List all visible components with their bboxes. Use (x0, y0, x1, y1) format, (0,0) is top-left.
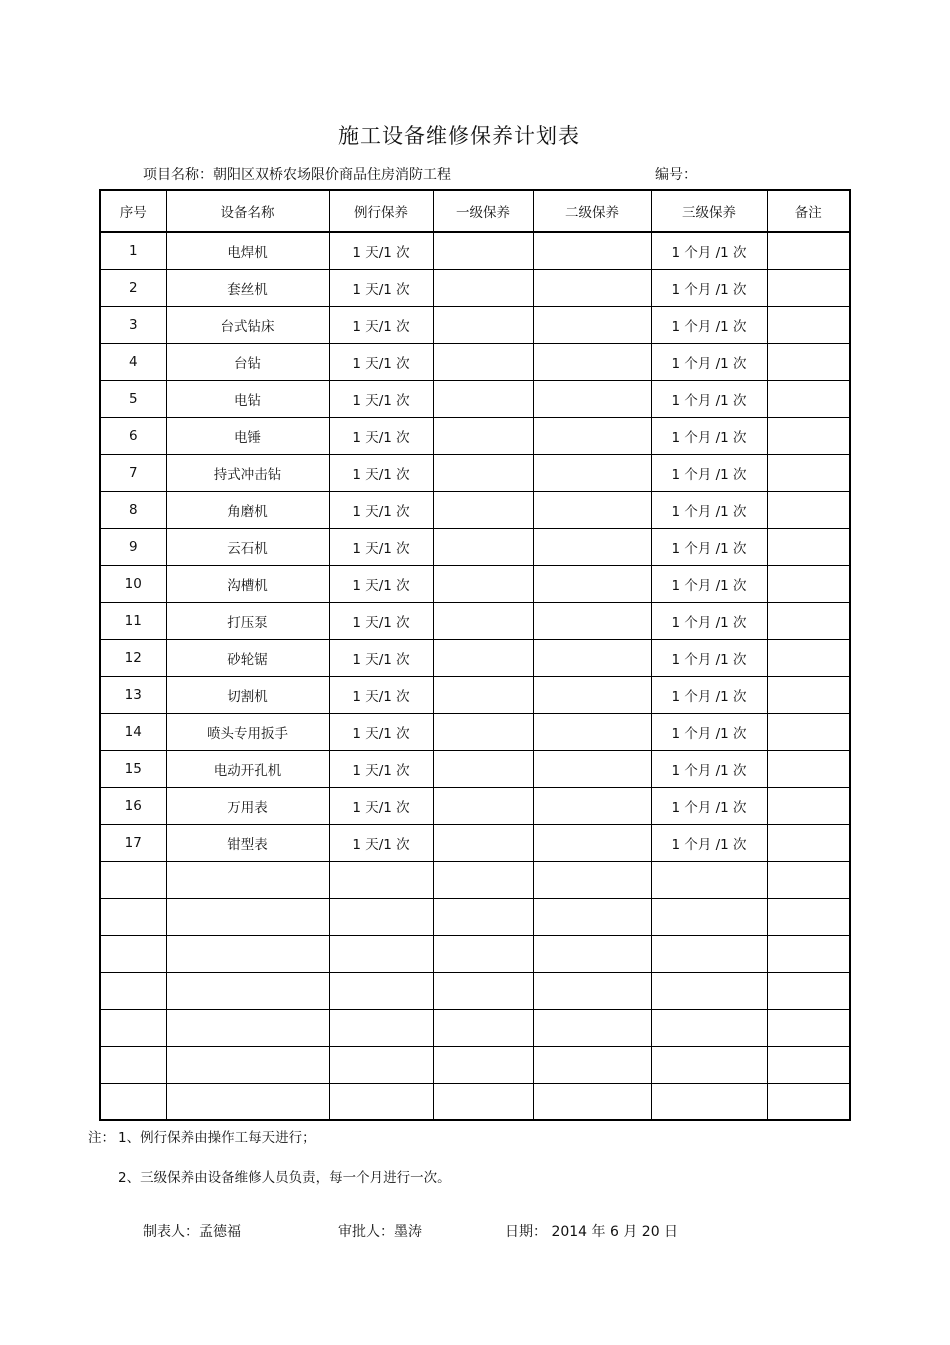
table-body (100, 232, 850, 1120)
cell-serial: 8 (100, 491, 166, 528)
cell-level-1 (433, 898, 533, 935)
cell-routine: 1 天/1 次 (329, 565, 433, 602)
cell-level-1 (433, 861, 533, 898)
cell-level-3: 1 个月 /1 次 (651, 343, 767, 380)
cell-level-1 (433, 454, 533, 491)
table-row (100, 861, 850, 898)
cell-level-1 (433, 639, 533, 676)
table-row (100, 602, 850, 639)
cell-level-1 (433, 1046, 533, 1083)
cell-equipment-name: 云石机 (166, 528, 329, 565)
cell-serial: 6 (100, 417, 166, 454)
document-number-label: 编号： (655, 167, 697, 183)
cell-serial (100, 1009, 166, 1046)
cell-level-2 (533, 602, 651, 639)
cell-routine: 1 天/1 次 (329, 528, 433, 565)
date-field: 日期： 2014 年 6 月 20 日 (505, 1224, 679, 1240)
cell-level-1 (433, 343, 533, 380)
header-serial: 序号 (100, 190, 166, 232)
cell-level-3 (651, 1083, 767, 1120)
cell-level-1 (433, 602, 533, 639)
cell-level-3: 1 个月 /1 次 (651, 232, 767, 269)
cell-serial (100, 1046, 166, 1083)
cell-level-2 (533, 898, 651, 935)
table-row (100, 972, 850, 1009)
cell-level-1 (433, 491, 533, 528)
cell-remarks (767, 1009, 850, 1046)
cell-remarks (767, 269, 850, 306)
cell-routine (329, 898, 433, 935)
header-level-2-maintenance: 二级保养 (533, 190, 651, 232)
cell-level-3: 1 个月 /1 次 (651, 565, 767, 602)
cell-remarks (767, 676, 850, 713)
cell-routine: 1 天/1 次 (329, 676, 433, 713)
table-row (100, 306, 850, 343)
cell-remarks (767, 972, 850, 1009)
cell-remarks (767, 1046, 850, 1083)
cell-equipment-name: 套丝机 (166, 269, 329, 306)
cell-level-3: 1 个月 /1 次 (651, 454, 767, 491)
cell-level-2 (533, 713, 651, 750)
cell-remarks (767, 1083, 850, 1120)
cell-equipment-name: 电锤 (166, 417, 329, 454)
cell-equipment-name: 沟槽机 (166, 565, 329, 602)
cell-equipment-name: 万用表 (166, 787, 329, 824)
cell-level-3: 1 个月 /1 次 (651, 306, 767, 343)
cell-remarks (767, 454, 850, 491)
cell-routine (329, 1046, 433, 1083)
cell-level-1 (433, 972, 533, 1009)
cell-equipment-name (166, 972, 329, 1009)
cell-level-2 (533, 972, 651, 1009)
cell-remarks (767, 602, 850, 639)
cell-serial: 14 (100, 713, 166, 750)
cell-level-1 (433, 1009, 533, 1046)
cell-remarks (767, 898, 850, 935)
cell-routine: 1 天/1 次 (329, 380, 433, 417)
cell-level-2 (533, 1009, 651, 1046)
cell-level-1 (433, 1083, 533, 1120)
cell-routine (329, 861, 433, 898)
cell-level-2 (533, 1083, 651, 1120)
cell-level-1 (433, 713, 533, 750)
cell-equipment-name (166, 898, 329, 935)
cell-routine: 1 天/1 次 (329, 787, 433, 824)
cell-level-1 (433, 935, 533, 972)
project-name: 项目名称：朝阳区双桥农场限价商品住房消防工程 (143, 167, 451, 183)
table-row (100, 528, 850, 565)
table-row (100, 343, 850, 380)
maintenance-plan-table (99, 189, 851, 1121)
cell-level-2 (533, 232, 651, 269)
table-row (100, 787, 850, 824)
cell-serial: 2 (100, 269, 166, 306)
cell-equipment-name: 电动开孔机 (166, 750, 329, 787)
cell-level-3 (651, 861, 767, 898)
cell-level-2 (533, 639, 651, 676)
cell-routine: 1 天/1 次 (329, 602, 433, 639)
cell-remarks (767, 380, 850, 417)
cell-serial: 11 (100, 602, 166, 639)
cell-level-3: 1 个月 /1 次 (651, 528, 767, 565)
cell-level-3: 1 个月 /1 次 (651, 602, 767, 639)
cell-routine (329, 972, 433, 1009)
cell-level-1 (433, 269, 533, 306)
cell-routine: 1 天/1 次 (329, 713, 433, 750)
cell-serial: 10 (100, 565, 166, 602)
cell-equipment-name: 打压泵 (166, 602, 329, 639)
table-row (100, 454, 850, 491)
table-row (100, 491, 850, 528)
cell-equipment-name: 角磨机 (166, 491, 329, 528)
cell-serial: 16 (100, 787, 166, 824)
cell-serial: 9 (100, 528, 166, 565)
table-row (100, 269, 850, 306)
cell-level-1 (433, 787, 533, 824)
note-line-1 (88, 1126, 451, 1166)
cell-level-3 (651, 935, 767, 972)
cell-serial: 12 (100, 639, 166, 676)
cell-level-3: 1 个月 /1 次 (651, 676, 767, 713)
cell-equipment-name: 钳型表 (166, 824, 329, 861)
header-routine-maintenance: 例行保养 (329, 190, 433, 232)
cell-remarks (767, 491, 850, 528)
cell-serial (100, 972, 166, 1009)
cell-level-2 (533, 750, 651, 787)
cell-routine (329, 1009, 433, 1046)
cell-equipment-name (166, 1009, 329, 1046)
cell-remarks (767, 861, 850, 898)
cell-level-2 (533, 528, 651, 565)
note-line-2 (88, 1166, 451, 1206)
cell-equipment-name (166, 861, 329, 898)
cell-equipment-name: 喷头专用扳手 (166, 713, 329, 750)
table-row (100, 417, 850, 454)
cell-level-2 (533, 491, 651, 528)
cell-serial: 1 (100, 232, 166, 269)
cell-level-1 (433, 380, 533, 417)
header-equipment-name: 设备名称 (166, 190, 329, 232)
table-header-row (100, 190, 850, 232)
cell-level-3: 1 个月 /1 次 (651, 269, 767, 306)
cell-remarks (767, 528, 850, 565)
cell-serial: 15 (100, 750, 166, 787)
table-row (100, 750, 850, 787)
cell-equipment-name: 砂轮锯 (166, 639, 329, 676)
cell-level-2 (533, 787, 651, 824)
cell-routine (329, 935, 433, 972)
cell-remarks (767, 343, 850, 380)
cell-serial: 3 (100, 306, 166, 343)
cell-level-3: 1 个月 /1 次 (651, 639, 767, 676)
cell-remarks (767, 750, 850, 787)
cell-level-2 (533, 824, 651, 861)
cell-level-1 (433, 750, 533, 787)
cell-level-2 (533, 565, 651, 602)
cell-routine (329, 1083, 433, 1120)
cell-routine: 1 天/1 次 (329, 454, 433, 491)
cell-level-2 (533, 1046, 651, 1083)
header-level-1-maintenance: 一级保养 (433, 190, 533, 232)
cell-level-2 (533, 454, 651, 491)
cell-serial: 5 (100, 380, 166, 417)
notes-prefix: 注： (88, 1130, 115, 1146)
header-level-3-maintenance: 三级保养 (651, 190, 767, 232)
table-row (100, 1083, 850, 1120)
table-row (100, 380, 850, 417)
cell-serial: 7 (100, 454, 166, 491)
cell-level-2 (533, 380, 651, 417)
preparer-signature: 制表人：孟德福 (143, 1224, 241, 1240)
table-row (100, 565, 850, 602)
cell-routine: 1 天/1 次 (329, 491, 433, 528)
cell-serial (100, 1083, 166, 1120)
cell-level-2 (533, 861, 651, 898)
table-row (100, 713, 850, 750)
approver-signature: 审批人：墨涛 (338, 1224, 422, 1240)
table-row (100, 1009, 850, 1046)
cell-serial (100, 935, 166, 972)
cell-serial: 17 (100, 824, 166, 861)
cell-level-3: 1 个月 /1 次 (651, 491, 767, 528)
cell-level-3 (651, 1046, 767, 1083)
cell-level-3: 1 个月 /1 次 (651, 380, 767, 417)
cell-level-1 (433, 824, 533, 861)
cell-level-3: 1 个月 /1 次 (651, 417, 767, 454)
cell-level-3: 1 个月 /1 次 (651, 787, 767, 824)
cell-level-3 (651, 898, 767, 935)
cell-remarks (767, 935, 850, 972)
cell-level-3: 1 个月 /1 次 (651, 713, 767, 750)
cell-equipment-name: 电钻 (166, 380, 329, 417)
cell-level-3: 1 个月 /1 次 (651, 750, 767, 787)
cell-level-3 (651, 1009, 767, 1046)
cell-routine: 1 天/1 次 (329, 269, 433, 306)
cell-remarks (767, 232, 850, 269)
note-text-1: 1、例行保养由操作工每天进行； (118, 1130, 316, 1146)
cell-equipment-name: 持式冲击钻 (166, 454, 329, 491)
cell-level-1 (433, 565, 533, 602)
cell-serial: 4 (100, 343, 166, 380)
cell-remarks (767, 306, 850, 343)
table-row (100, 935, 850, 972)
cell-level-2 (533, 935, 651, 972)
cell-equipment-name (166, 935, 329, 972)
cell-equipment-name: 台钻 (166, 343, 329, 380)
cell-level-3 (651, 972, 767, 1009)
cell-routine: 1 天/1 次 (329, 824, 433, 861)
cell-level-3: 1 个月 /1 次 (651, 824, 767, 861)
cell-routine: 1 天/1 次 (329, 639, 433, 676)
table-row (100, 1046, 850, 1083)
cell-serial (100, 861, 166, 898)
cell-routine: 1 天/1 次 (329, 232, 433, 269)
table-row (100, 676, 850, 713)
cell-remarks (767, 639, 850, 676)
cell-routine: 1 天/1 次 (329, 343, 433, 380)
cell-level-1 (433, 528, 533, 565)
cell-level-2 (533, 417, 651, 454)
table-row (100, 824, 850, 861)
cell-remarks (767, 713, 850, 750)
table-row (100, 639, 850, 676)
table-row (100, 232, 850, 269)
notes-section (88, 1126, 451, 1206)
cell-equipment-name: 切割机 (166, 676, 329, 713)
note-text-2: 2、三级保养由设备维修人员负责，每一个月进行一次。 (118, 1170, 451, 1186)
cell-routine: 1 天/1 次 (329, 306, 433, 343)
table-row (100, 898, 850, 935)
cell-routine: 1 天/1 次 (329, 417, 433, 454)
cell-level-2 (533, 676, 651, 713)
cell-remarks (767, 787, 850, 824)
header-remarks: 备注 (767, 190, 850, 232)
cell-equipment-name: 电焊机 (166, 232, 329, 269)
document-title: 施工设备维修保养计划表 (338, 124, 580, 148)
cell-level-1 (433, 306, 533, 343)
cell-equipment-name: 台式钻床 (166, 306, 329, 343)
cell-serial (100, 898, 166, 935)
cell-level-1 (433, 232, 533, 269)
cell-level-2 (533, 269, 651, 306)
cell-serial: 13 (100, 676, 166, 713)
cell-remarks (767, 824, 850, 861)
cell-equipment-name (166, 1083, 329, 1120)
cell-remarks (767, 417, 850, 454)
cell-level-1 (433, 676, 533, 713)
cell-level-2 (533, 343, 651, 380)
cell-equipment-name (166, 1046, 329, 1083)
cell-level-1 (433, 417, 533, 454)
cell-routine: 1 天/1 次 (329, 750, 433, 787)
cell-level-2 (533, 306, 651, 343)
cell-remarks (767, 565, 850, 602)
